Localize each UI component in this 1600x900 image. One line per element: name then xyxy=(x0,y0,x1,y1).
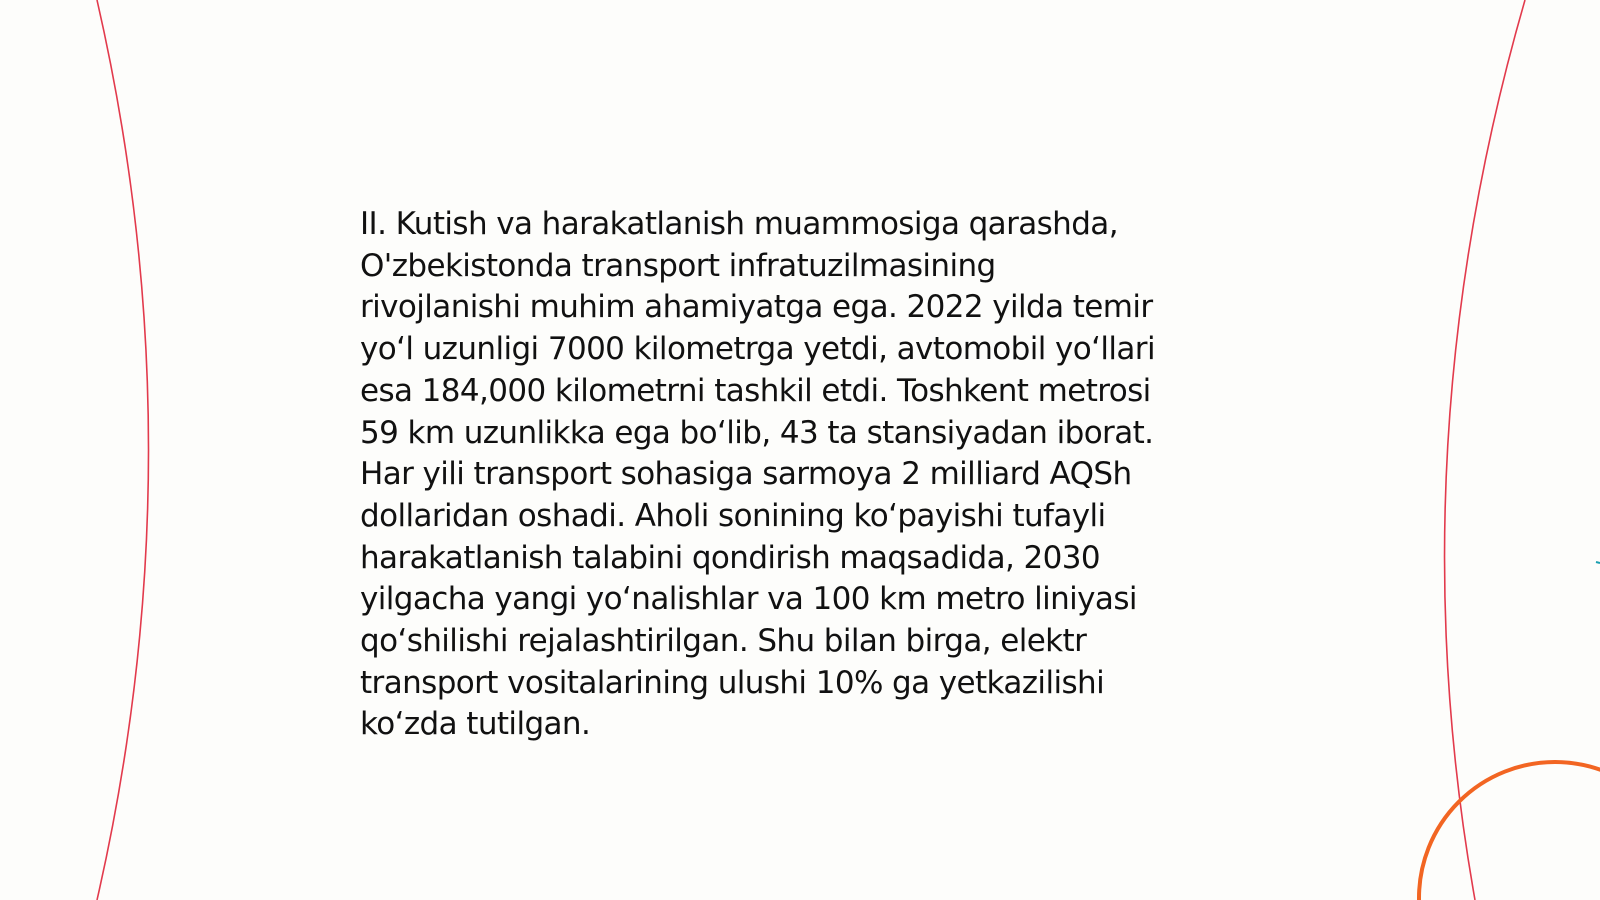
teal-tick-mark xyxy=(1596,562,1600,563)
slide-body-text: II. Kutish va harakatlanish muammosiga qarashda, O'zbekistonda transport infratuzilmasining rivojlanishi muhim ahamiyatga ega. 2022 yilda temir yo‘l uzunligi 7000 kilometrga yetdi, avtomobil yo‘llari esa 184,000 kilometrni tashkil etdi. Toshkent metrosi 59 km uzunlikka ega bo‘lib, 43 ta stansiyadan iborat. Har yili transport sohasiga sarmoya 2 milliard AQSh dollaridan oshadi. Aholi sonining ko‘payishi tufayli harakatlanish talabini qondirish maqsadida, 2030 yilgacha yangi yo‘nalishlar va 100 km metro liniyasi qo‘shilishi rejalashtirilgan. Shu bilan birga, elektr transport vositalarining ulushi 10% ga yetkazilishi ko‘zda tutilgan. xyxy=(360,206,1155,743)
left-arc-line xyxy=(97,0,149,900)
orange-circle-accent xyxy=(1419,762,1600,900)
right-arc-line xyxy=(1445,0,1525,900)
